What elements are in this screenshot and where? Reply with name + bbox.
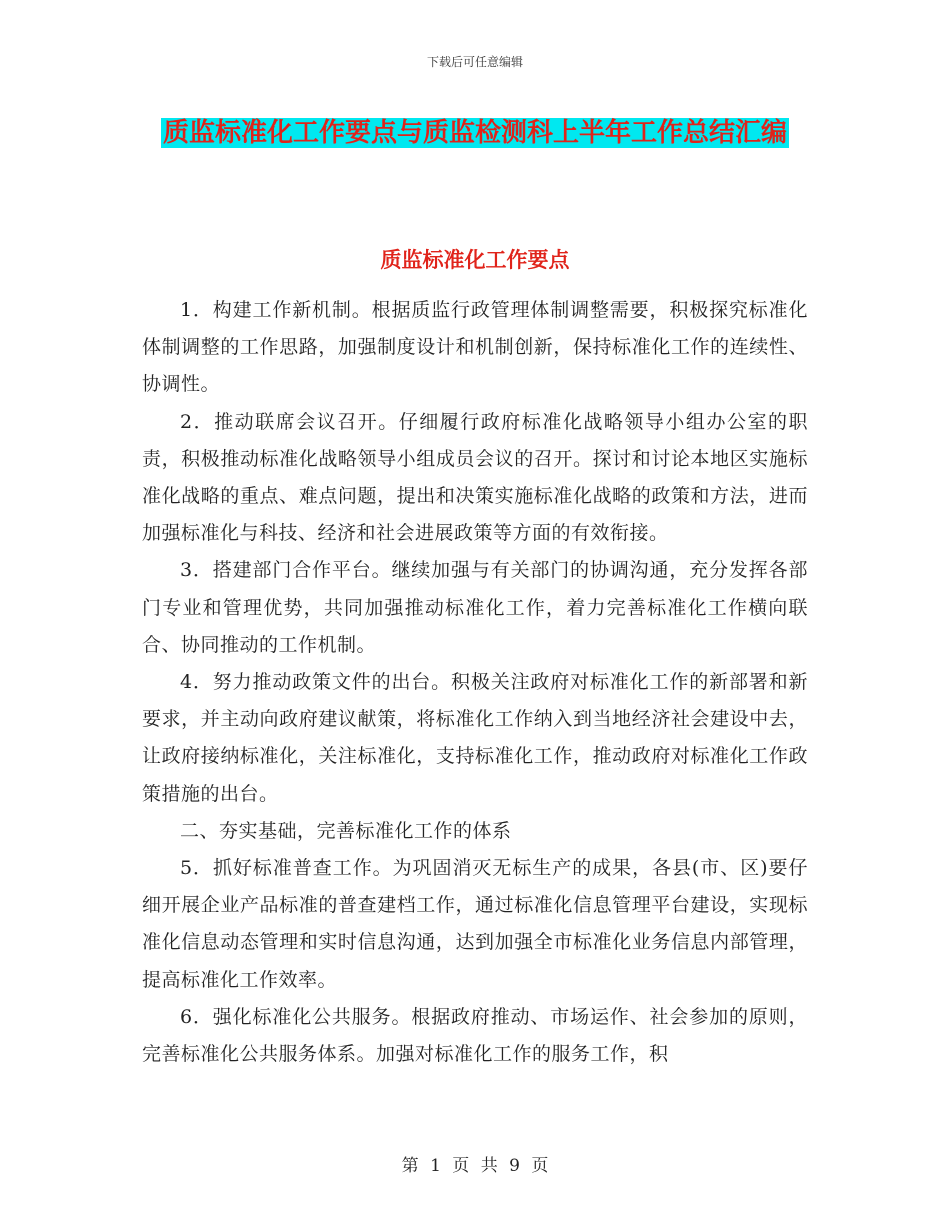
paragraph-4: 4．努力推动政策文件的出台。积极关注政府对标准化工作的新部署和新要求，并主动向政府建议献策，将标准化工作纳入到当地经济社会建设中去，让政府接纳标准化，关注标准化，支持标准化工作，推动政府对标准化工作政策措施的出台。 (142, 671, 808, 805)
paragraph-3: 3．搭建部门合作平台。继续加强与有关部门的协调沟通，充分发挥各部门专业和管理优势，共同加强推动标准化工作，着力完善标准化工作横向联合、协同推动的工作机制。 (142, 559, 808, 656)
document-title-text: 质监标准化工作要点与质监检测科上半年工作总结汇编 (162, 118, 787, 148)
document-body (142, 292, 808, 1073)
paragraph-1: 1．构建工作新机制。根据质监行政管理体制调整需要，积极探究标准化体制调整的工作思路，加强制度设计和机制创新，保持标准化工作的连续性、协调性。 (142, 299, 808, 396)
page-header-note: 下载后可任意编辑 (426, 55, 523, 69)
paragraph-6: 6．强化标准化公共服务。根据政府推动、市场运作、社会参加的原则，完善标准化公共服务体系。加强对标准化工作的服务工作，积 (142, 1005, 808, 1066)
page-number: 第 1 页 共 9 页 (401, 1156, 549, 1176)
paragraph-5: 5．抓好标准普查工作。为巩固消灭无标生产的成果，各县(市、区)要仔细开展企业产品标准的普查建档工作，通过标准化信息管理平台建设，实现标准化信息动态管理和实时信息沟通，达到加强全市标准化业务信息内部管理，提高标准化工作效率。 (142, 857, 808, 991)
document-title (140, 110, 810, 156)
paragraph-2: 2．推动联席会议召开。仔细履行政府标准化战略领导小组办公室的职责，积极推动标准化战略领导小组成员会议的召开。探讨和讨论本地区实施标准化战略的重点、难点问题，提出和决策实施标准化战略的政策和方法，进而加强标准化与科技、经济和社会进展政策等方面的有效衔接。 (142, 410, 808, 545)
section-title: 质监标准化工作要点 (380, 248, 570, 272)
subheading-2: 二、夯实基础，完善标准化工作的体系 (180, 819, 512, 842)
